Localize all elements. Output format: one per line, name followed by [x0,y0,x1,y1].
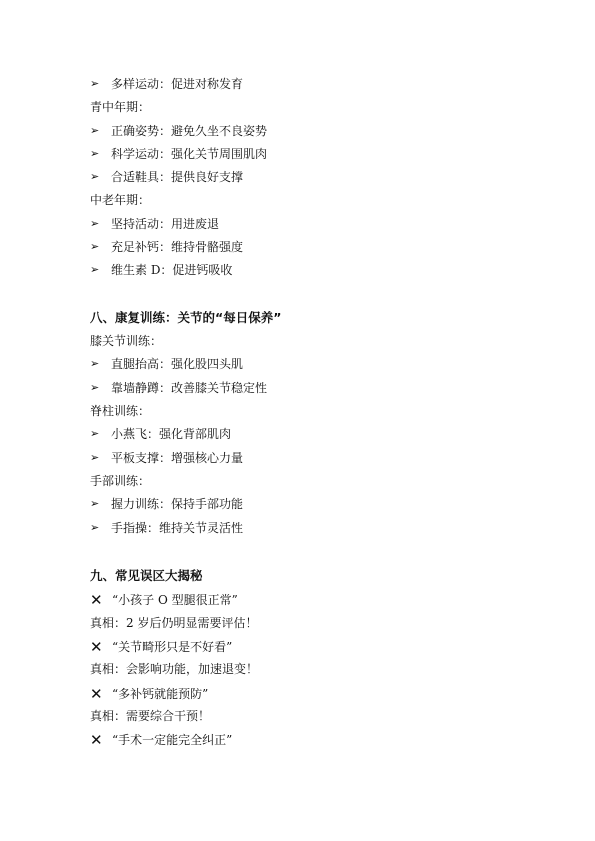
cross-icon: ✕ [90,591,103,609]
truth-text: 真相：会影响功能，加速退变！ [90,662,259,676]
list-item [90,121,267,141]
arrow-bullet-icon: ➢ [90,170,100,183]
age-group-label: 中老年期： [90,193,151,207]
age-group-label: 青中年期： [90,100,151,114]
cross-icon: ✕ [90,731,103,749]
arrow-bullet-icon: ➢ [90,357,100,370]
section-heading-myths: 九、常见误区大揭秘 [90,568,203,583]
list-item-text: 多样运动：促进对称发育 [111,77,244,91]
list-item [90,74,243,94]
list-item-text: 平板支撑：增强核心力量 [111,451,244,465]
list-item-text: 维生素 D：促进钙吸收 [111,263,233,277]
arrow-bullet-icon: ➢ [90,521,100,534]
list-item [90,354,243,374]
list-item-text: 握力训练：保持手部功能 [111,497,244,511]
list-item [90,260,232,280]
subsection-label: 膝关节训练： [90,334,163,348]
list-item [90,167,243,187]
myth-item [90,729,232,749]
arrow-bullet-icon: ➢ [90,451,100,464]
myth-text: “小孩子 O 型腿很正常” [112,593,238,607]
list-item [90,494,243,514]
list-item-text: 科学运动：强化关节周围肌肉 [111,147,268,161]
arrow-bullet-icon: ➢ [90,77,100,90]
arrow-bullet-icon: ➢ [90,240,100,253]
arrow-bullet-icon: ➢ [90,263,100,276]
subsection-label: 脊柱训练： [90,404,151,418]
list-item [90,144,267,164]
list-item-text: 小燕飞：强化背部肌肉 [111,427,232,441]
section-heading-rehab: 八、康复训练：关节的“每日保养” [90,310,282,325]
list-item [90,518,243,538]
list-item-text: 直腿抬高：强化股四头肌 [111,357,244,371]
arrow-bullet-icon: ➢ [90,147,100,160]
arrow-bullet-icon: ➢ [90,427,100,440]
myth-text: “手术一定能完全纠正” [112,733,233,747]
list-item [90,424,231,444]
arrow-bullet-icon: ➢ [90,497,100,510]
myth-item [90,636,232,656]
arrow-bullet-icon: ➢ [90,381,100,394]
list-item [90,378,267,398]
list-item [90,237,243,257]
list-item [90,448,243,468]
list-item-text: 充足补钙：维持骨骼强度 [111,240,244,254]
myth-item [90,589,238,609]
cross-icon: ✕ [90,638,103,656]
list-item-text: 手指操：维持关节灵活性 [111,521,244,535]
truth-text: 真相：需要综合干预！ [90,709,211,723]
list-item-text: 正确姿势：避免久坐不良姿势 [111,124,268,138]
subsection-label: 手部训练： [90,474,151,488]
arrow-bullet-icon: ➢ [90,124,100,137]
list-item-text: 坚持活动：用进废退 [111,217,220,231]
cross-icon: ✕ [90,685,103,703]
truth-text: 真相：2 岁后仍明显需要评估！ [90,616,258,630]
list-item-text: 合适鞋具：提供良好支撑 [111,170,244,184]
myth-item [90,683,208,703]
myth-text: “关节畸形只是不好看” [112,640,233,654]
myth-text: “多补钙就能预防” [112,687,209,701]
arrow-bullet-icon: ➢ [90,217,100,230]
list-item-text: 靠墙静蹲：改善膝关节稳定性 [111,381,268,395]
list-item [90,214,219,234]
